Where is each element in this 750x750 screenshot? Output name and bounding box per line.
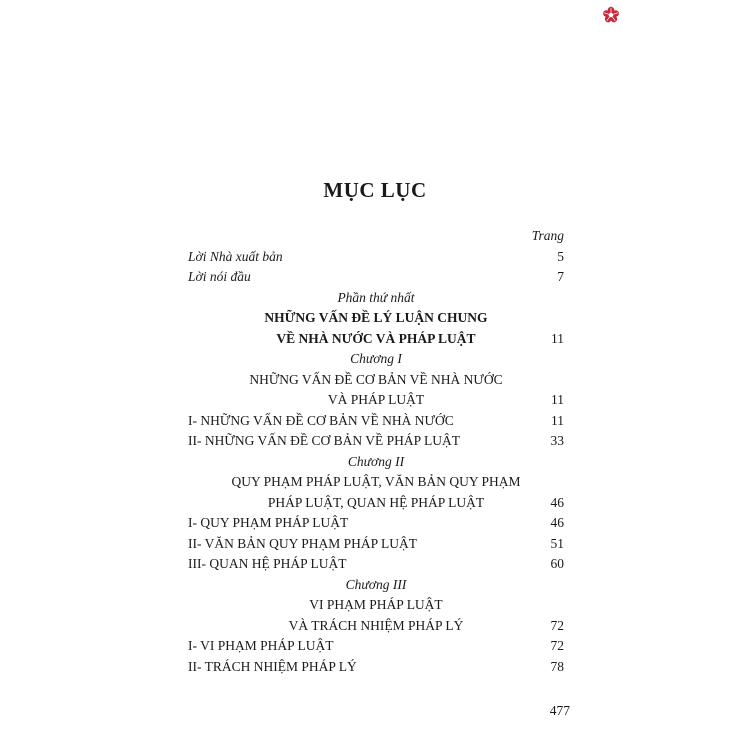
toc-entry	[188, 267, 564, 288]
toc-entry	[188, 431, 564, 452]
toc-entry	[188, 247, 564, 268]
chapter-title	[188, 595, 564, 616]
toc-entry-label: III- QUAN HỆ PHÁP LUẬT	[188, 556, 347, 571]
flower-logo-icon	[602, 6, 620, 24]
toc-entry-page: 5	[557, 248, 564, 264]
toc-entry-page: 7	[557, 269, 564, 284]
toc-entry	[188, 657, 564, 678]
chapter-title	[188, 370, 564, 391]
toc-entry	[188, 411, 564, 432]
toc-entry	[188, 513, 564, 534]
part-title	[188, 308, 564, 329]
chapter-title	[188, 493, 564, 514]
toc-entry-label: II- VĂN BẢN QUY PHẠM PHÁP LUẬT	[188, 535, 418, 551]
chapter-title-line: NHỮNG VẤN ĐỀ CƠ BẢN VỀ NHÀ NƯỚC	[249, 371, 503, 387]
toc-entry-page: 72	[550, 617, 564, 633]
toc-entry-page: 72	[550, 638, 564, 653]
page-title: MỤC LỤC	[323, 178, 427, 202]
chapter-title	[188, 616, 564, 637]
chapter-label: Chương III	[345, 576, 407, 592]
part-heading	[188, 288, 564, 309]
toc-entry-page: 11	[551, 412, 564, 428]
toc-entry	[188, 534, 564, 555]
chapter-heading	[188, 575, 564, 596]
chapter-title	[188, 390, 564, 411]
chapter-title-line: VÀ PHÁP LUẬT	[327, 392, 425, 407]
toc-entry-label: I- NHỮNG VẤN ĐỀ CƠ BẢN VỀ NHÀ NƯỚC	[188, 412, 454, 428]
chapter-title-line: VI PHẠM PHÁP LUẬT	[309, 597, 443, 612]
toc-entry-label: Lời Nhà xuất bản	[188, 248, 283, 264]
chapter-title	[188, 472, 564, 493]
toc-entry-page: 51	[550, 535, 564, 551]
toc-entry-page: 78	[550, 658, 564, 674]
part-title-line: NHỮNG VẤN ĐỀ LÝ LUẬN CHUNG	[264, 310, 488, 325]
chapter-label: Chương II	[347, 453, 405, 469]
toc-entry-label: Lời nói đầu	[188, 269, 251, 284]
toc-entry-label: II- NHỮNG VẤN ĐỀ CƠ BẢN VỀ PHÁP LUẬT	[188, 433, 460, 448]
toc-entry-page: 11	[551, 392, 564, 407]
toc-entry-page: 11	[551, 330, 564, 346]
chapter-heading	[188, 452, 564, 473]
toc-entry-page: 46	[550, 494, 564, 510]
chapter-title-line: PHÁP LUẬT, QUAN HỆ PHÁP LUẬT	[267, 494, 485, 510]
chapter-title-line: QUY PHẠM PHÁP LUẬT, VĂN BẢN QUY PHẠM	[231, 474, 521, 489]
part-title	[188, 329, 564, 350]
table-of-contents	[188, 226, 564, 677]
toc-entry-page: 60	[550, 556, 564, 571]
toc-entry-label: I- QUY PHẠM PHÁP LUẬT	[188, 515, 349, 530]
chapter-label: Chương I	[350, 351, 402, 366]
toc-entry	[188, 636, 564, 657]
chapter-title-line: VÀ TRÁCH NHIỆM PHÁP LÝ	[288, 617, 464, 633]
chapter-heading	[188, 349, 564, 370]
toc-entry-page: 33	[550, 433, 564, 448]
page-number: 477	[549, 703, 570, 718]
toc-entry	[188, 554, 564, 575]
part-title-line: VỀ NHÀ NƯỚC VÀ PHÁP LUẬT	[276, 330, 476, 346]
toc-entry-label: II- TRÁCH NHIỆM PHÁP LÝ	[188, 658, 357, 674]
part-label: Phần thứ nhất	[337, 289, 415, 305]
toc-entry-page: 46	[550, 515, 564, 530]
page-column-header: Trang	[531, 228, 564, 243]
toc-entry-label: I- VI PHẠM PHÁP LUẬT	[188, 638, 334, 653]
